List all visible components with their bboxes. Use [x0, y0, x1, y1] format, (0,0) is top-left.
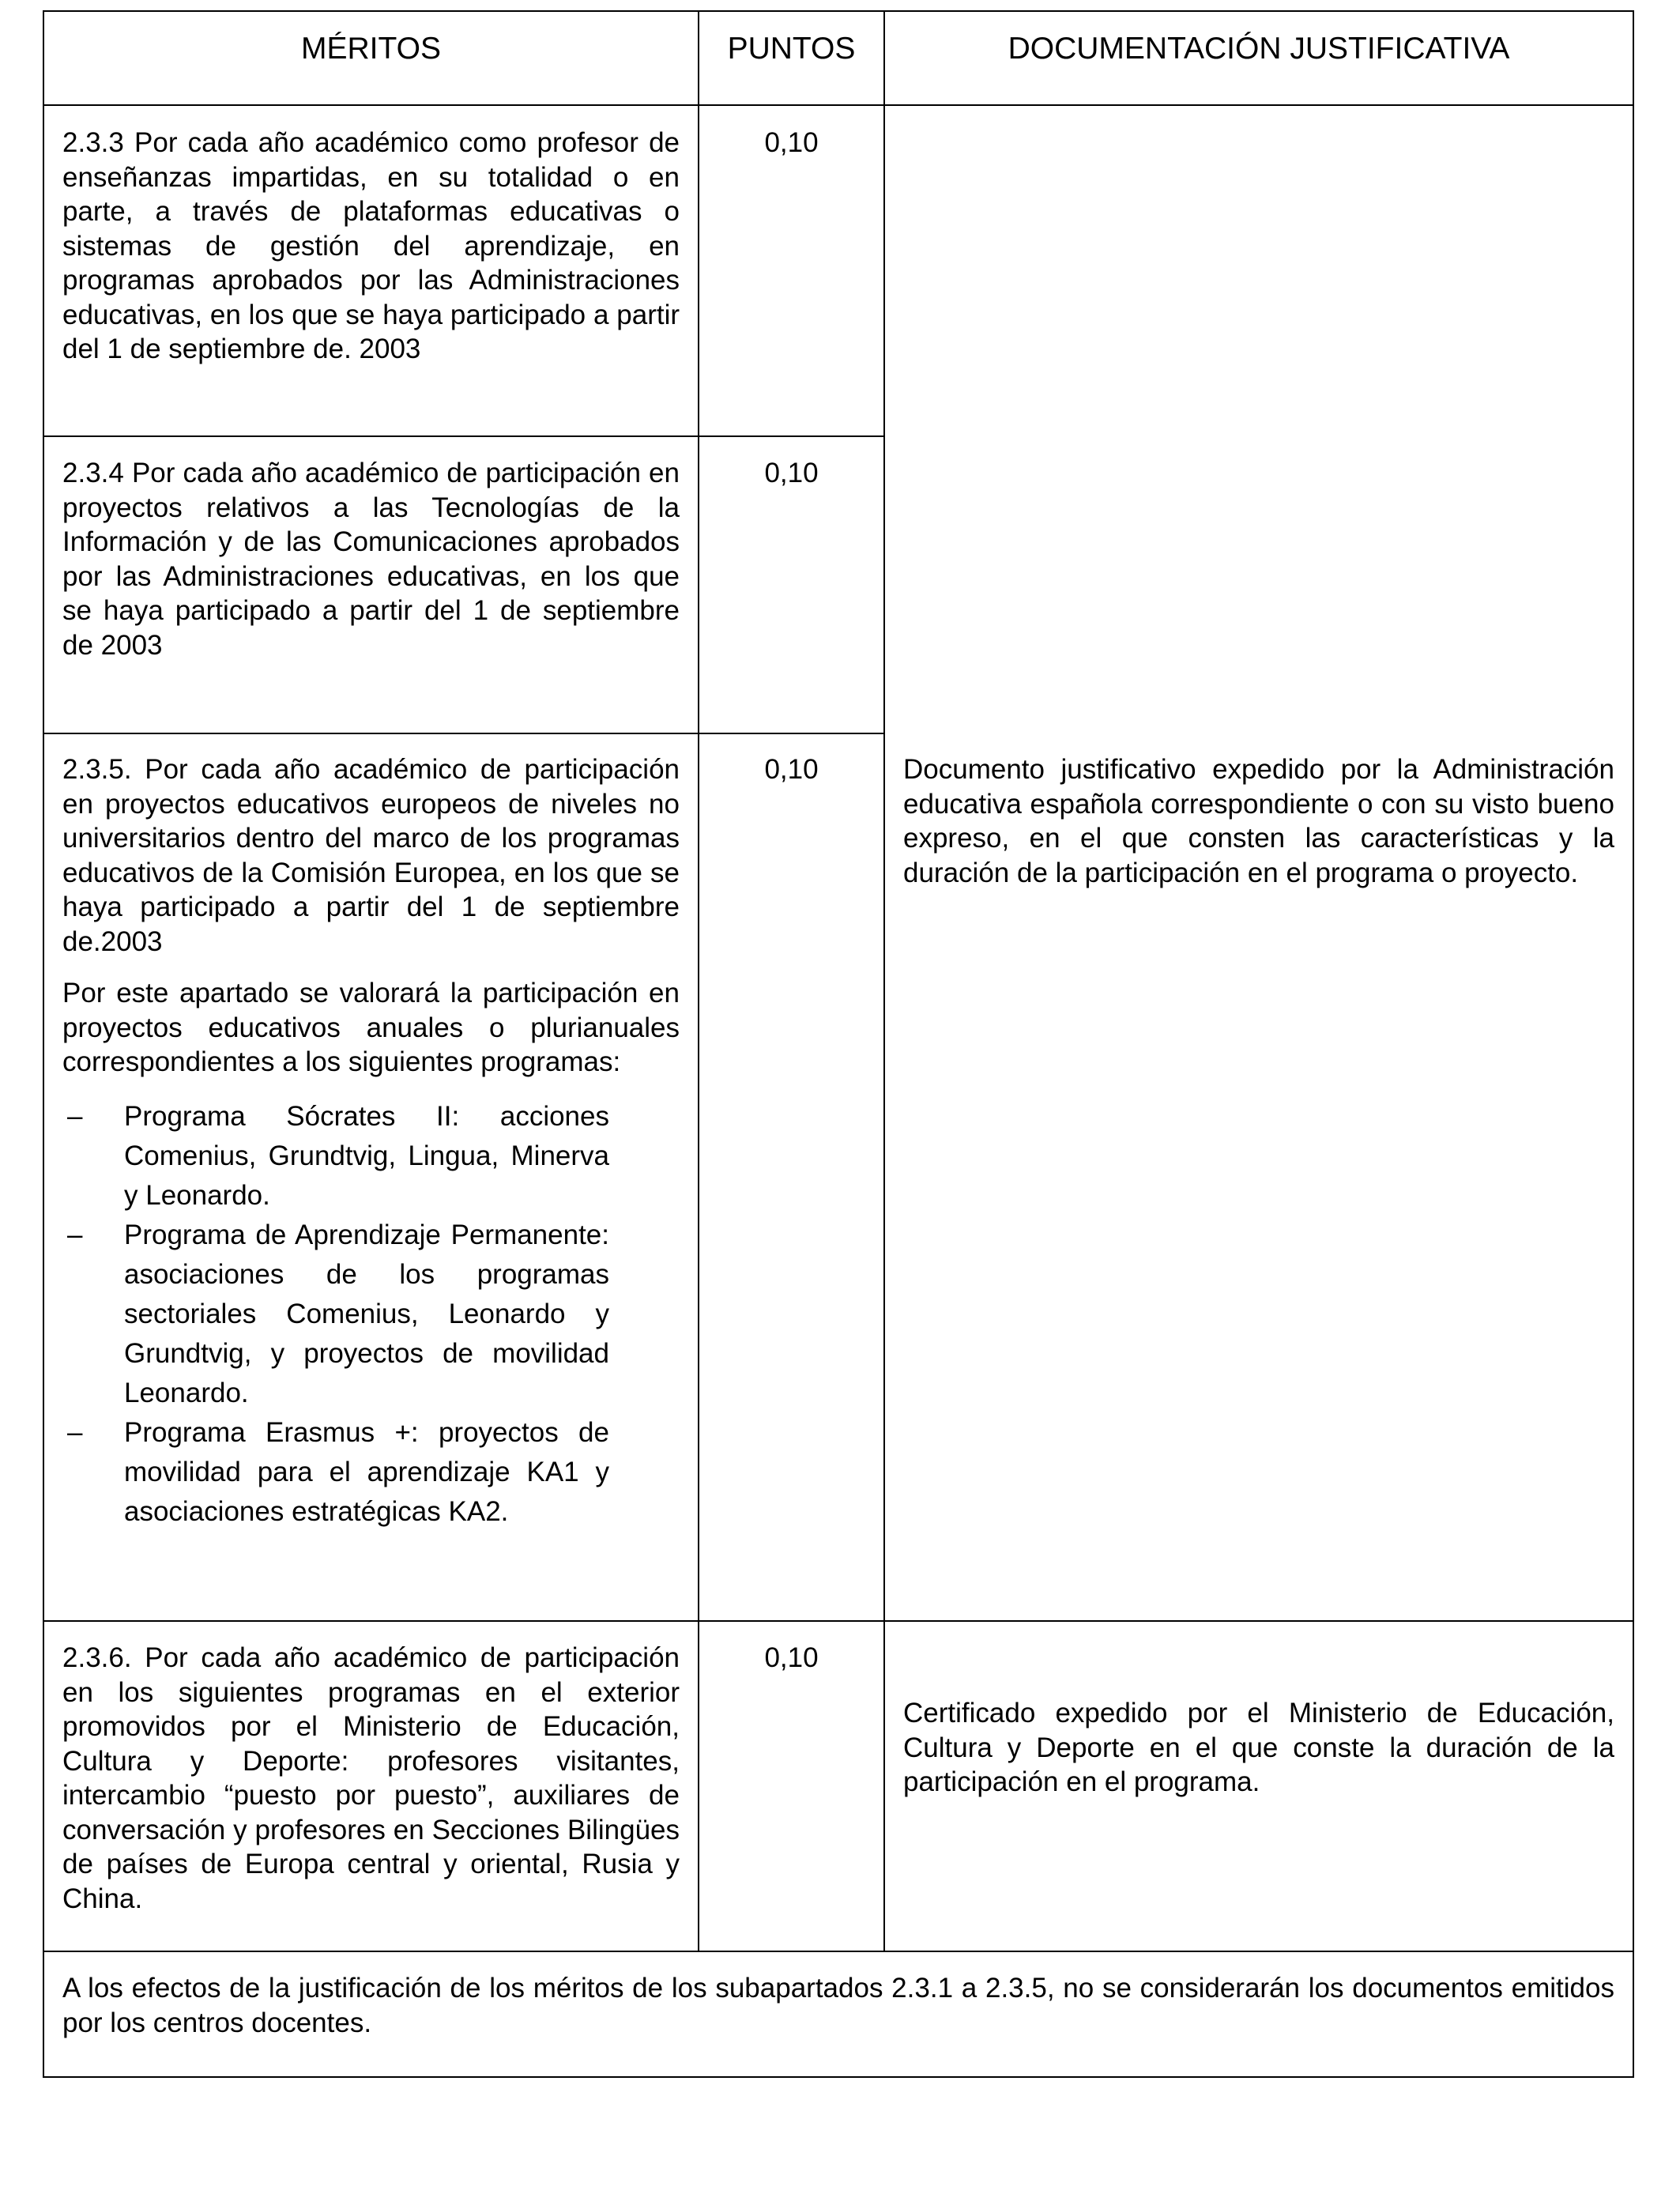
points-2-3-3: 0,10 [764, 127, 819, 158]
merit-2-3-5-text: 2.3.5. Por cada año académico de participación en proyectos educativos europeos de niveles no universitarios dentro del marco de los programas educativos de la Comisión Europea, en los que se haya participado a partir del 1 de septiembre de.2003 [62, 754, 680, 957]
table-border-top [43, 10, 1634, 12]
header-divider [43, 104, 1634, 106]
row-divider-1 [43, 435, 885, 437]
points-2-3-4: 0,10 [764, 458, 819, 488]
merit-2-3-5-note: Por este apartado se valorará la participación en proyectos educativos anuales o plurianuales correspondientes a los siguientes programas: [62, 978, 680, 1077]
table-border-left [43, 10, 44, 2078]
list-item: – Programa Sócrates II: acciones Comenius, Grundtvig, Lingua, Minerva y Leonardo. [62, 1097, 609, 1216]
dash-bullet: – [67, 1100, 83, 1132]
dash-bullet: – [67, 1416, 83, 1448]
merit-2-3-3: 2.3.3 Por cada año académico como profesor de enseñanzas impartidas, en su totalidad o en parte, a través de plataformas educativas o sistemas de gestión del aprendizaje, en programas aprobados por las Administraciones educativas, en los que se haya participado a partir del 1 de septiembre de. 2003 [62, 127, 680, 364]
documentation-group-2: Certificado expedido por el Ministerio de Educación, Cultura y Deporte en el que conste la duración de la participación en el programa. [903, 1698, 1614, 1797]
merit-2-3-5 [62, 752, 680, 1532]
header-documentacion: DOCUMENTACIÓN JUSTIFICATIVA [1008, 32, 1510, 66]
dash-bullet: – [67, 1219, 83, 1250]
header-meritos: MÉRITOS [301, 32, 441, 66]
list-item: – Programa Erasmus +: proyectos de movilidad para el aprendizaje KA1 y asociaciones estratégicas KA2. [62, 1413, 609, 1532]
points-2-3-6: 0,10 [764, 1642, 819, 1673]
list-item: – Programa de Aprendizaje Permanente: asociaciones de los programas sectoriales Comenius, Leonardo y Grundtvig, y proyectos de movilidad Leonardo. [62, 1216, 609, 1413]
header-puntos: PUNTOS [727, 32, 856, 66]
program-list [62, 1097, 609, 1532]
documentation-group-1: Documento justificativo expedido por la Administración educativa española correspondiente o con su visto bueno expreso, en el que consten las características y la duración de la participación en el programa o proyecto. [903, 754, 1614, 888]
row-divider-3 [43, 1620, 1634, 1622]
table-border-right [1633, 10, 1634, 2078]
table-border-bottom [43, 2076, 1634, 2078]
row-divider-2 [43, 733, 885, 734]
merit-2-3-6: 2.3.6. Por cada año académico de participación en los siguientes programas en el exterior promovidos por el Ministerio de Educación, Cultura y Deporte: profesores visitantes, intercambio “puesto por puesto”, auxiliares de conversación y profesores en Secciones Bilingües de países de Europa central y oriental, Rusia y China. [62, 1642, 680, 1914]
merit-2-3-4: 2.3.4 Por cada año académico de participación en proyectos relativos a las Tecnologías de la Información y de las Comunicaciones aprobados por las Administraciones educativas, en los que se haya participado a partir del 1 de septiembre de 2003 [62, 458, 680, 661]
points-2-3-5: 0,10 [764, 754, 819, 785]
footer-note: A los efectos de la justificación de los méritos de los subapartados 2.3.1 a 2.3.5, no se considerarán los documentos emitidos por los centros docentes. [62, 1973, 1614, 2038]
column-divider-2 [883, 10, 885, 1952]
row-divider-4 [43, 1951, 1634, 1952]
